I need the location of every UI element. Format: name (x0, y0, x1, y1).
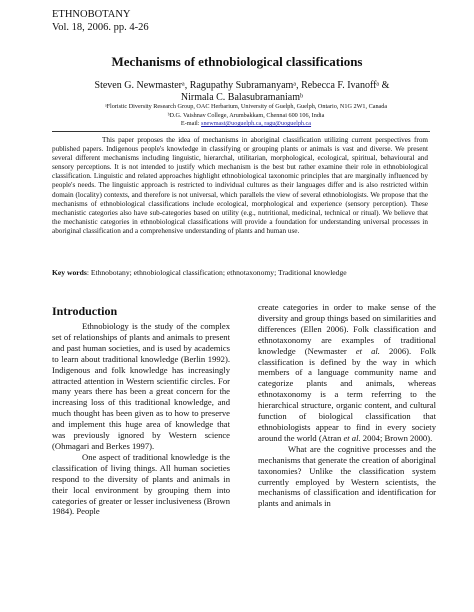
journal-volume: Vol. 18, 2006. pp. 4-26 (52, 22, 149, 33)
authors-line-1: Steven G. Newmasterᵃ, Ragupathy Subramanyamᵃ, Rebecca F. Ivanoffᵃ & (94, 80, 390, 91)
authors-line-2: Nirmala C. Balasubramaniamᵇ (180, 92, 304, 103)
article-title: Mechanisms of ethnobiological classifications (111, 54, 363, 69)
intro-paragraph-2: One aspect of traditional knowledge is the classification of living things. All human societies respond to the diversity of plants and animals in their local environment by grouping them into categories of greater or lesser inclusiveness (Brown 1984). People (52, 451, 230, 517)
intro-paragraph-1: Ethnobiology is the study of the complex set of relationships of plants and animals to present and past human societies, and is used by academics to learn about traditional knowledge (Berlin 1992). Indigenous and folk knowledge has increasingly attracted attention in Western scientific circles. For many years there has been a great concern for the increasing loss of this traditional knowledge, and much thought has been given as to how to preserve and implement this huge area of knowledge that was previously ignored by Western science (Ohmagari and Berkes 1997). (52, 321, 230, 451)
email-line (56, 120, 436, 129)
affiliation-b: ᵇD.G. Vaishnav College, Arumbakkam, Chennai 600 106, India (167, 111, 325, 119)
affiliations (56, 103, 436, 129)
section-heading-introduction: Introduction (52, 304, 118, 318)
abstract: This paper proposes the idea of mechanisms in aboriginal classification utilizing current perspectives from published papers. Indigenous people's knowledge in classifying or grouping plants or animals is vast and diverse. We present several different mechanisms including linguistic, hierarchal, utilitarian, morphological, ecological, spiritual, behavioural and sensory perceptions. It is not intended to justify which mechanism is the best but rather examine their role in ethnobiological classification. Linguistic and related approaches highlight ethnobiological taxonomic principles that are marginally influenced by people's needs. The linguistic approach is restricted to individual cultures as their languages differ and is also restricted within domain (locality) contexts, and therefore is not universal, which parallels the view of several ethnobiologists. We propose that the mechanisms of ethnobiological classifications include ecological, morphological and experience (sensory perception). These mechanistic categories also have sub-categories based on utility (e.g., nutritional, medicinal, technical or ritual). We believe that the mechanistic categories in ethnobiological classifications will provide a foundation for understanding universal processes in aboriginal classification and a comprehensive understanding of plants and human use. (52, 136, 428, 235)
keywords-text: : Ethnobotany; ethnobiological classification; ethnotaxonomy; Traditional knowledge (86, 268, 347, 277)
journal-name: ETHNOBOTANY (52, 9, 131, 20)
keywords (52, 268, 432, 277)
journal-header (52, 8, 149, 34)
intro-p3-part-a: create categories in order to make sense of the diversity and group things based on similarities and differences (Ellen 2006). Folk classification and ethnotaxonomy are examples of traditional knowledge (Newmaster (258, 302, 436, 356)
header-divider (52, 131, 430, 132)
right-column (258, 302, 436, 509)
email-label: E-mail: (180, 120, 200, 127)
affiliation-a: ᵃFloristic Diversity Research Group, OAC Herbarium, University of Guelph, Guelph, Ontario, N1G 2W1, Canada (104, 103, 388, 110)
keywords-label: Key words (52, 268, 87, 277)
intro-p3-part-b: 2006). Folk classification is defined by the way in which members of a language community name and categorize plants and animals, whereas ethnotaxonomy is a term referring to the hierarchical structure, organic content, and cultural function of biological classification that ethnobiologists appear to find in every society around the world (Atran (258, 345, 436, 443)
intro-paragraph-4: What are the cognitive processes and the mechanisms that generate the creation of aboriginal taxonomies? Unlike the classification system currently employed by Western scientists, the mechanisms of classification and identification for plants and animals in (258, 443, 436, 509)
intro-paragraph-3 (258, 302, 436, 444)
left-column (52, 304, 230, 517)
email-link[interactable]: snewmast@uoguelph.ca, ragu@uoguelph.ca (201, 120, 312, 127)
intro-p3-part-c: 2004; Brown 2000). (360, 432, 433, 443)
intro-p3-etal-2: et al. (343, 432, 361, 443)
intro-p3-etal-1: et al. (355, 345, 380, 356)
author-list (60, 80, 424, 104)
